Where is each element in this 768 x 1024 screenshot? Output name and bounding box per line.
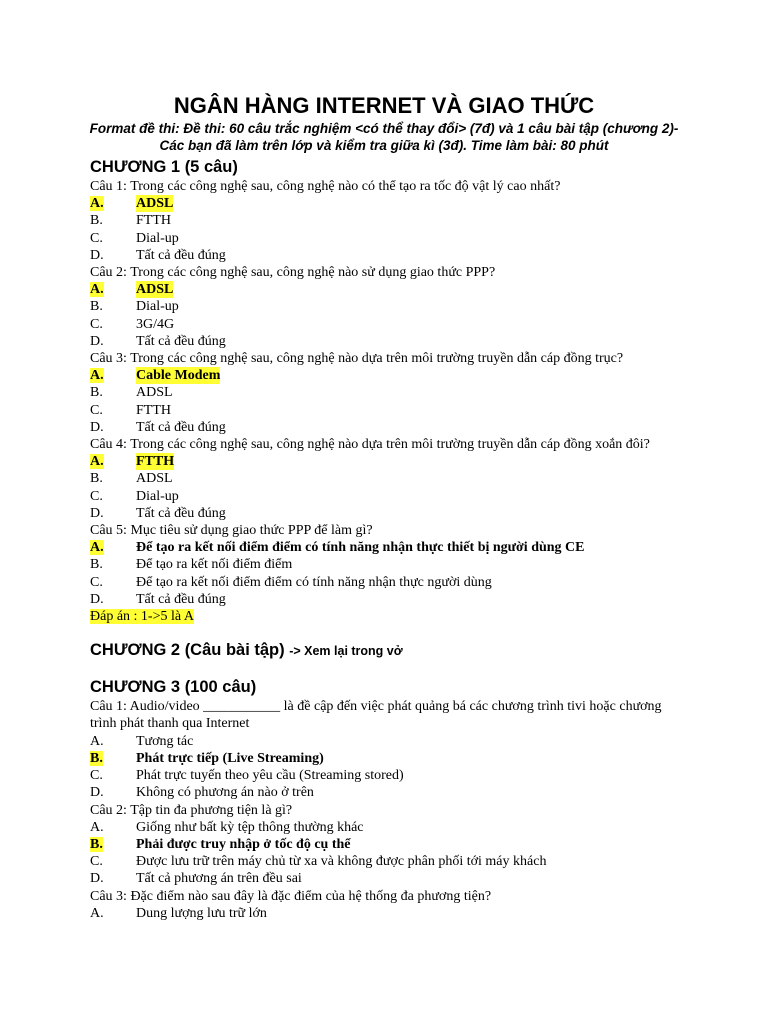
option-letter: A. xyxy=(90,540,104,556)
question-text: Câu 2: Tập tin đa phương tiện là gì? xyxy=(90,802,293,818)
option-letter: D. xyxy=(90,871,104,887)
option-letter: A. xyxy=(90,454,104,470)
option-letter: A. xyxy=(90,733,104,749)
option-letter: D. xyxy=(90,785,104,801)
option-letter: C. xyxy=(90,316,103,332)
option-text: ADSL xyxy=(136,196,174,212)
option-letter: B. xyxy=(90,385,103,401)
option-letter: A. xyxy=(90,905,104,921)
option-letter: D. xyxy=(90,333,104,349)
chapter-2-title: CHƯƠNG 2 (Câu bài tập) xyxy=(90,641,285,660)
option-b-correct xyxy=(90,836,678,853)
option-c xyxy=(90,574,678,591)
option-letter: A. xyxy=(90,282,104,298)
option-a-correct xyxy=(90,367,678,384)
option-letter: C. xyxy=(90,854,103,870)
option-text: Dial-up xyxy=(136,230,179,246)
option-a-correct xyxy=(90,281,678,298)
question-text: Câu 3: Đặc điểm nào sau đây là đặc điểm của hệ thống đa phương tiện? xyxy=(90,888,492,904)
chapter-2-heading xyxy=(90,639,678,662)
question-text: Câu 5: Mục tiêu sử dụng giao thức PPP để làm gì? xyxy=(90,523,373,539)
option-text: Phát trực tuyến theo yêu cầu (Streaming stored) xyxy=(136,768,404,784)
option-text: Tất cả đều đúng xyxy=(136,505,226,521)
option-d xyxy=(90,591,678,608)
option-letter: D. xyxy=(90,505,104,521)
option-letter: B. xyxy=(90,299,103,315)
question-block xyxy=(90,178,678,264)
question-block xyxy=(90,350,678,436)
chapter-2-note: -> Xem lại trong vở xyxy=(289,644,403,659)
option-text: Không có phương án nào ở trên xyxy=(136,785,314,801)
option-text: Tất cả đều đúng xyxy=(136,247,226,263)
option-c xyxy=(90,767,678,784)
option-b xyxy=(90,470,678,487)
option-text: Tất cả đều đúng xyxy=(136,419,226,435)
document-title: NGÂN HÀNG INTERNET VÀ GIAO THỨC xyxy=(173,93,595,118)
option-text: ADSL xyxy=(136,471,173,487)
option-c xyxy=(90,488,678,505)
question-block xyxy=(90,264,678,350)
question-block xyxy=(90,436,678,522)
option-text: 3G/4G xyxy=(136,316,175,332)
option-d xyxy=(90,333,678,350)
option-letter: C. xyxy=(90,402,103,418)
option-text: FTTH xyxy=(136,454,175,470)
option-text: FTTH xyxy=(136,402,171,418)
option-d xyxy=(90,870,678,887)
option-letter: C. xyxy=(90,574,103,590)
option-b xyxy=(90,212,678,229)
option-letter: C. xyxy=(90,768,103,784)
question-text: Câu 2: Trong các công nghệ sau, công nghệ nào sử dụng giao thức PPP? xyxy=(90,265,496,281)
option-letter: C. xyxy=(90,488,103,504)
answer-note xyxy=(90,608,678,625)
option-text: Được lưu trữ trên máy chủ từ xa và không được phân phối tới máy khách xyxy=(136,854,547,870)
option-a xyxy=(90,905,678,922)
option-text: Để tạo ra kết nối điểm điểm có tính năng nhận thực thiết bị người dùng CE xyxy=(136,540,585,556)
question-block xyxy=(90,802,678,888)
option-letter: D. xyxy=(90,591,104,607)
option-letter: B. xyxy=(90,557,103,573)
option-text: Phát trực tiếp (Live Streaming) xyxy=(136,750,324,766)
option-letter: B. xyxy=(90,471,103,487)
option-b xyxy=(90,384,678,401)
option-text: Tất cả đều đúng xyxy=(136,333,226,349)
document-subtitle: Format đề thi: Đề thi: 60 câu trắc nghiệm <có thể thay đổi> (7đ) và 1 câu bài tập (chương 2)- Các bạn đã làm trên lớp và kiểm tra giữa kì (3đ). Time làm bài: 80 phút xyxy=(89,121,679,153)
option-text: Tất cả đều đúng xyxy=(136,591,226,607)
option-letter: A. xyxy=(90,196,104,212)
question-text: Câu 1: Audio/video ___________ là đề cập đến việc phát quảng bá các chương trình tivi hoặc chương trình phát thanh qua Internet xyxy=(90,699,662,732)
option-letter: D. xyxy=(90,247,104,263)
option-c xyxy=(90,316,678,333)
option-text: Để tạo ra kết nối điểm điểm có tính năng nhận thực người dùng xyxy=(136,574,492,590)
option-text: ADSL xyxy=(136,385,173,401)
option-c xyxy=(90,853,678,870)
option-a-correct xyxy=(90,453,678,470)
chapter-1-heading: CHƯƠNG 1 (5 câu) xyxy=(90,158,238,176)
option-letter: C. xyxy=(90,230,103,246)
option-text: Dung lượng lưu trữ lớn xyxy=(136,905,267,921)
answer-note-text: Đáp án : 1->5 là A xyxy=(90,609,194,625)
option-text: Cable Modem xyxy=(136,368,221,384)
option-c xyxy=(90,230,678,247)
option-letter: B. xyxy=(90,750,103,766)
option-letter: D. xyxy=(90,419,104,435)
option-text: ADSL xyxy=(136,282,174,298)
option-d xyxy=(90,419,678,436)
chapter-3-heading: CHƯƠNG 3 (100 câu) xyxy=(90,678,257,697)
option-d xyxy=(90,784,678,801)
option-text: Phải được truy nhập ở tốc độ cụ thể xyxy=(136,836,351,852)
question-text: Câu 4: Trong các công nghệ sau, công nghệ nào dựa trên môi trường truyền dẫn cáp đồng xoắn đôi? xyxy=(90,437,650,453)
option-text: Giống như bất kỳ tệp thông thường khác xyxy=(136,819,364,835)
option-a xyxy=(90,819,678,836)
option-b-correct xyxy=(90,750,678,767)
option-letter: B. xyxy=(90,213,103,229)
option-c xyxy=(90,402,678,419)
option-text: Dial-up xyxy=(136,299,179,315)
question-block xyxy=(90,698,678,801)
option-d xyxy=(90,505,678,522)
option-b xyxy=(90,298,678,315)
option-text: Dial-up xyxy=(136,488,179,504)
option-letter: B. xyxy=(90,836,103,852)
option-b xyxy=(90,556,678,573)
option-a xyxy=(90,733,678,750)
question-block xyxy=(90,522,678,608)
option-letter: A. xyxy=(90,819,104,835)
option-text: FTTH xyxy=(136,213,171,229)
option-text: Tương tác xyxy=(136,733,194,749)
option-text: Tất cả phương án trên đều sai xyxy=(136,871,302,887)
option-a-correct xyxy=(90,539,678,556)
question-text: Câu 3: Trong các công nghệ sau, công nghệ nào dựa trên môi trường truyền dẫn cáp đồng trục? xyxy=(90,351,624,367)
option-a-correct xyxy=(90,195,678,212)
question-text: Câu 1: Trong các công nghệ sau, công nghệ nào có thể tạo ra tốc độ vật lý cao nhất? xyxy=(90,179,561,194)
question-block xyxy=(90,888,678,922)
option-d xyxy=(90,247,678,264)
option-text: Để tạo ra kết nối điểm điểm xyxy=(136,557,293,573)
chapter-1-section xyxy=(90,156,678,625)
chapter-3-section xyxy=(90,676,678,922)
option-letter: A. xyxy=(90,368,104,384)
